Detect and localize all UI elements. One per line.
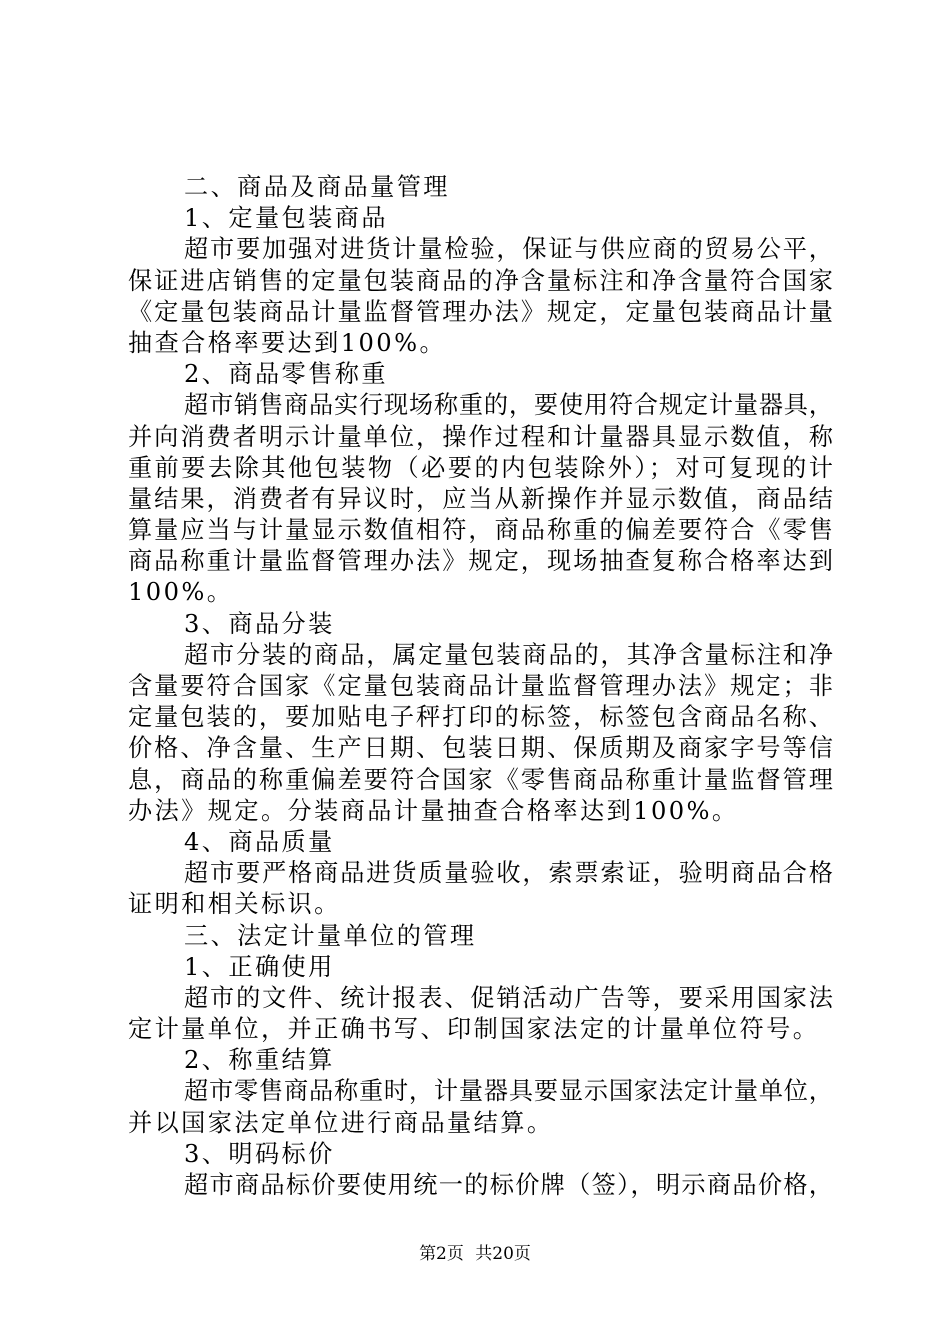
text-line: 1、正确使用 bbox=[184, 952, 335, 981]
text-line: 三、法定计量单位的管理 bbox=[184, 921, 477, 950]
page-footer bbox=[0, 1243, 950, 1265]
text-line: 超市要加强对进货计量检验，保证与供应商的贸易公平， bbox=[184, 235, 833, 264]
text-line: 超市要严格商品进货质量验收，索票索证，验明商品合格 bbox=[184, 859, 833, 888]
text-line: 3、明码标价 bbox=[184, 1139, 335, 1168]
text-line: 并以国家法定单位进行商品量结算。 bbox=[128, 1108, 554, 1137]
text-line: 保证进店销售的定量包装商品的净含量标注和净含量符合国家 bbox=[128, 266, 833, 295]
text-line: 抽查合格率要达到100%。 bbox=[128, 328, 447, 357]
page-number: 第2页 bbox=[419, 1244, 464, 1264]
text-line: 定计量单位，并正确书写、印制国家法定的计量单位符号。 bbox=[128, 1015, 820, 1044]
text-line: 商品称重计量监督管理办法》规定，现场抽查复称合格率达到 bbox=[128, 547, 833, 576]
text-line: 二、商品及商品量管理 bbox=[184, 173, 450, 201]
text-line: 价格、净含量、生产日期、包装日期、保质期及商家字号等信 bbox=[128, 734, 833, 763]
page-total: 共20页 bbox=[475, 1244, 531, 1264]
text-line: 超市零售商品称重时，计量器具要显示国家法定计量单位， bbox=[184, 1077, 833, 1106]
text-line: 《定量包装商品计量监督管理办法》规定，定量包装商品计量 bbox=[128, 297, 833, 326]
document-body bbox=[128, 172, 833, 1201]
text-line: 2、称重结算 bbox=[184, 1046, 335, 1075]
text-line: 含量要符合国家《定量包装商品计量监督管理办法》规定；非 bbox=[128, 672, 833, 700]
text-line: 3、商品分装 bbox=[184, 609, 335, 638]
text-line: 办法》规定。分装商品计量抽查合格率达到100%。 bbox=[128, 796, 739, 825]
text-line: 并向消费者明示计量单位，操作过程和计量器具显示数值，称 bbox=[128, 422, 833, 451]
text-line: 2、商品零售称重 bbox=[184, 360, 388, 389]
text-line: 量结果，消费者有异议时，应当从新操作并显示数值，商品结 bbox=[128, 484, 833, 513]
text-line: 4、商品质量 bbox=[184, 827, 335, 856]
text-line: 算量应当与计量显示数值相符，商品称重的偏差要符合《零售 bbox=[128, 516, 833, 545]
text-line: 超市销售商品实行现场称重的，要使用符合规定计量器具， bbox=[184, 391, 833, 420]
text-line: 100%。 bbox=[128, 578, 234, 607]
text-line: 定量包装的，要加贴电子秤打印的标签，标签包含商品名称、 bbox=[128, 703, 833, 732]
text-line: 重前要去除其他包装物（必要的内包装除外）；对可复现的计 bbox=[128, 453, 833, 482]
text-line: 超市的文件、统计报表、促销活动广告等，要采用国家法 bbox=[184, 983, 833, 1012]
text-line: 息，商品的称重偏差要符合国家《零售商品称重计量监督管理 bbox=[128, 765, 833, 794]
text-line: 1、定量包装商品 bbox=[184, 204, 388, 233]
text-line: 超市商品标价要使用统一的标价牌（签），明示商品价格， bbox=[184, 1171, 833, 1199]
text-line: 证明和相关标识。 bbox=[128, 890, 341, 919]
text-line: 超市分装的商品，属定量包装商品的，其净含量标注和净 bbox=[184, 640, 833, 669]
